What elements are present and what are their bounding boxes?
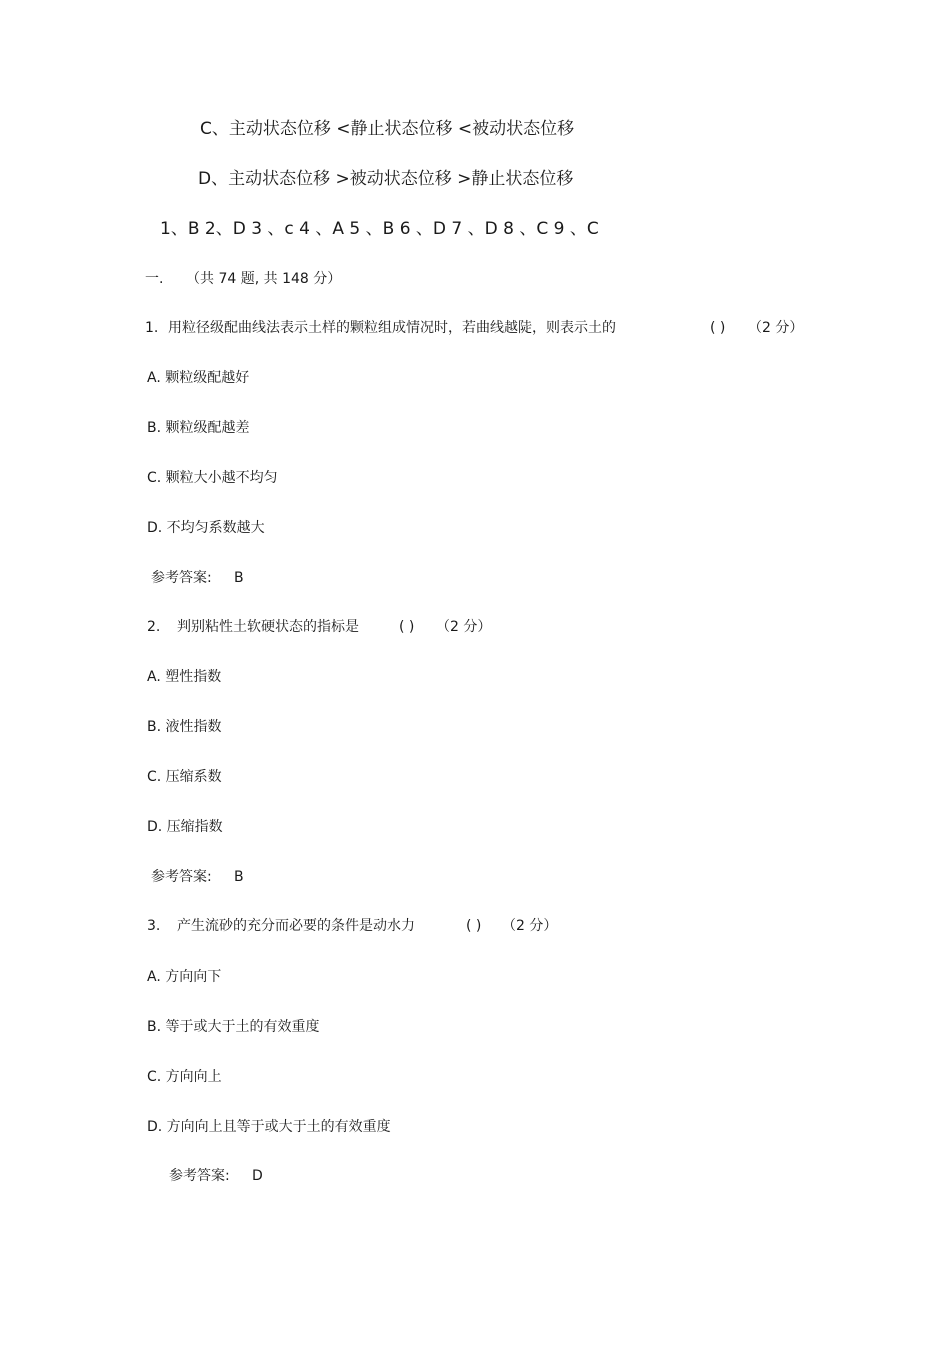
question-2-option-c: C. 压缩系数 [147,769,222,785]
question-3-option-c: C. 方向向上 [147,1069,222,1085]
question-1-option-c: C. 颗粒大小越不均匀 [147,470,278,486]
question-2-blank: ( ) [399,619,415,635]
question-2-score: （2 分） [436,619,492,635]
section-info: （共 74 题, 共 148 分） [186,271,342,287]
question-3-answer-label: 参考答案: [169,1168,230,1184]
question-1-option-b: B. 颗粒级配越差 [147,420,250,436]
question-3-number: 3. [147,918,161,934]
answer-key: 1、B 2、D 3 、c 4 、A 5 、B 6 、D 7 、D 8 、C 9 、C [160,219,599,239]
question-3-option-d: D. 方向向上且等于或大于土的有效重度 [147,1119,391,1135]
question-1-option-d: D. 不均匀系数越大 [147,520,265,536]
question-2-option-a: A. 塑性指数 [147,669,222,685]
question-3-option-b: B. 等于或大于土的有效重度 [147,1019,320,1035]
question-1-answer-label: 参考答案: [151,570,212,586]
question-2-stem: 判别粘性土软硬状态的指标是 [177,619,359,635]
question-1-blank: ( ) [710,320,726,336]
section-label: 一. [145,271,164,287]
question-1-stem: 用粒径级配曲线法表示土样的颗粒组成情况时，若曲线越陡，则表示土的 [168,320,616,336]
question-3-score: （2 分） [502,918,558,934]
question-2-option-b: B. 液性指数 [147,719,222,735]
question-3-blank: ( ) [466,918,482,934]
question-3-stem: 产生流砂的充分而必要的条件是动水力 [177,918,415,934]
question-1-score: （2 分） [748,320,804,336]
question-3-answer: D [252,1168,263,1184]
prev-option-d: D、主动状态位移 >被动状态位移 >静止状态位移 [198,169,574,189]
question-2-option-d: D. 压缩指数 [147,819,223,835]
question-2-number: 2. [147,619,161,635]
question-2-answer: B [234,869,244,885]
question-2-answer-label: 参考答案: [151,869,212,885]
question-1-answer: B [234,570,244,586]
question-3-option-a: A. 方向向下 [147,969,222,985]
prev-option-c: C、主动状态位移 <静止状态位移 <被动状态位移 [200,119,575,139]
question-1-option-a: A. 颗粒级配越好 [147,370,250,386]
question-1-number: 1. [145,320,159,336]
